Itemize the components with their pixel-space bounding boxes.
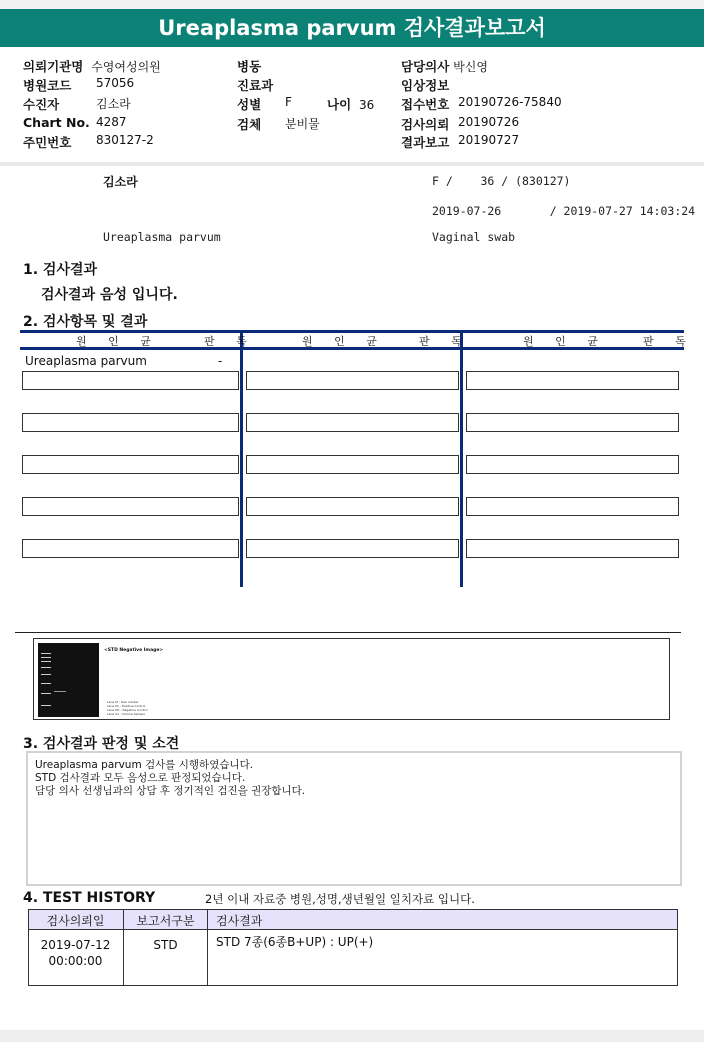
empty-result-cell (246, 413, 459, 432)
info-request-date (401, 115, 520, 133)
gel-legend-item: Lane NC : Negative Control (107, 708, 148, 712)
info-receipt-no (401, 95, 562, 113)
info-hospital-code (23, 76, 135, 94)
col-header-result: 판 독 (643, 335, 695, 348)
test-name: Ureaplasma parvum (103, 230, 221, 244)
info-clinical (401, 76, 449, 94)
test-dates: 2019-07-26 / 2019-07-27 14:03:24 (432, 204, 696, 218)
gel-separator (15, 632, 681, 633)
empty-result-cell (466, 539, 679, 558)
info-report-date (401, 133, 520, 151)
history-note: 2년 이내 자료중 병원,성명,생년월일 일치자료 입니다. (205, 892, 475, 906)
info-sex (237, 95, 292, 113)
empty-result-cell (466, 371, 679, 390)
section-result-heading: 1. 검사결과 (23, 262, 98, 278)
section-items-heading: 2. 검사항목 및 결과 (23, 314, 148, 330)
gel-band (41, 693, 51, 694)
info-label: 수진자 (23, 97, 60, 112)
history-date: 2019-07-12 (40, 938, 111, 952)
empty-result-cell (22, 455, 239, 474)
gel-image-panel (33, 638, 670, 720)
info-resident-no (23, 133, 154, 151)
info-label: 성별 (237, 97, 262, 112)
empty-result-cell (246, 455, 459, 474)
info-label: 병동 (237, 59, 262, 74)
gel-band (41, 653, 51, 654)
gel-legend-item: Lane M : Size marker (107, 700, 139, 704)
opinion-line: 담당 의사 선생님과의 상담 후 정기적인 검진을 권장합니다. (35, 785, 306, 797)
info-label: 검사의뢰 (401, 117, 450, 132)
info-value: 20190727 (458, 133, 520, 147)
info-chart-no (23, 115, 127, 130)
history-col-type: 보고서구분 (136, 914, 195, 928)
info-value: 김소라 (96, 97, 131, 111)
bottom-strip (0, 1030, 704, 1042)
section-result-text: 검사결과 음성 입니다. (41, 287, 178, 303)
col-header-organism: 원 인 균 (523, 335, 607, 348)
info-label: 접수번호 (401, 97, 450, 112)
empty-result-cell (246, 497, 459, 516)
gel-band (41, 674, 51, 675)
empty-result-cell (22, 413, 239, 432)
info-label: 담당의사 (401, 59, 450, 74)
info-specimen (237, 115, 320, 133)
history-result: STD 7종(6종B+UP) : UP(+) (216, 935, 374, 949)
info-label: 나이 (327, 97, 352, 112)
history-col-divider (207, 909, 208, 986)
item-organism-name: Ureaplasma parvum (25, 354, 147, 368)
history-time: 00:00:00 (48, 954, 103, 968)
report-title: Ureaplasma parvum 검사결과보고서 (0, 9, 704, 47)
info-value: 57056 (96, 76, 135, 90)
info-hospital (23, 57, 161, 75)
empty-result-cell (22, 371, 239, 390)
info-label: 검체 (237, 117, 262, 132)
table-col-divider (460, 333, 463, 587)
gel-band (54, 691, 66, 692)
history-col-date: 검사의뢰일 (46, 914, 105, 928)
info-value: 20190726-75840 (458, 95, 562, 109)
empty-result-cell (466, 497, 679, 516)
gel-electrophoresis-image (38, 643, 99, 717)
col-header-result: 판 독 (204, 335, 256, 348)
gel-band (41, 683, 51, 684)
info-label: 결과보고 (401, 135, 450, 150)
info-value: 36 (358, 98, 375, 112)
col-header-result: 판 독 (419, 335, 471, 348)
empty-result-cell (466, 413, 679, 432)
info-ward (237, 57, 261, 75)
info-age (327, 95, 374, 113)
info-label: 의뢰기관명 (23, 59, 84, 74)
gel-band (41, 661, 51, 662)
info-patient (23, 95, 131, 113)
gel-caption: <STD Negative Image> (104, 648, 164, 653)
history-col-result: 검사결과 (216, 914, 263, 928)
opinion-line: STD 검사결과 모두 음성으로 판정되었습니다. (35, 772, 246, 784)
empty-result-cell (246, 371, 459, 390)
info-department (237, 76, 273, 94)
gel-lane-labels (40, 645, 97, 649)
info-label: 진료과 (237, 78, 274, 93)
info-value: 분비물 (285, 117, 320, 131)
col-header-organism: 원 인 균 (76, 335, 160, 348)
item-result: - (218, 354, 223, 368)
history-type: STD (153, 938, 178, 952)
info-label: 병원코드 (23, 78, 72, 93)
info-value: F (285, 95, 292, 109)
specimen-type: Vaginal swab (432, 230, 516, 244)
info-value: 4287 (96, 115, 127, 129)
empty-result-cell (22, 539, 239, 558)
info-value: 박신영 (453, 60, 488, 74)
gel-band (41, 657, 51, 658)
empty-result-cell (466, 455, 679, 474)
info-label: 주민번호 (23, 135, 72, 150)
col-header-organism: 원 인 균 (302, 335, 386, 348)
info-label: Chart No. (23, 115, 90, 130)
section-opinion-heading: 3. 검사결과 판정 및 소견 (23, 736, 180, 752)
gel-legend-item: Lane PC : Positive Control (107, 704, 146, 708)
info-value: 830127-2 (96, 133, 154, 147)
gel-legend (107, 700, 148, 716)
gel-band (41, 667, 51, 668)
gel-legend-item: Lane S1 : Clinical Sample (107, 712, 145, 716)
header-divider (0, 162, 704, 166)
empty-result-cell (246, 539, 459, 558)
opinion-line: Ureaplasma parvum 검사를 시행하였습니다. (35, 759, 254, 771)
gel-band (41, 705, 51, 706)
opinion-box (26, 751, 682, 886)
info-doctor (401, 57, 488, 75)
top-border (0, 0, 704, 9)
empty-result-cell (22, 497, 239, 516)
section-history-heading: 4. TEST HISTORY (23, 890, 156, 906)
table-col-divider (240, 333, 243, 587)
patient-name: 김소라 (103, 175, 138, 189)
info-value: 20190726 (458, 115, 520, 129)
info-label: 임상정보 (401, 78, 450, 93)
patient-sex-age: F / 36 / (830127) (432, 174, 571, 188)
info-value: 수영여성의원 (91, 60, 161, 74)
